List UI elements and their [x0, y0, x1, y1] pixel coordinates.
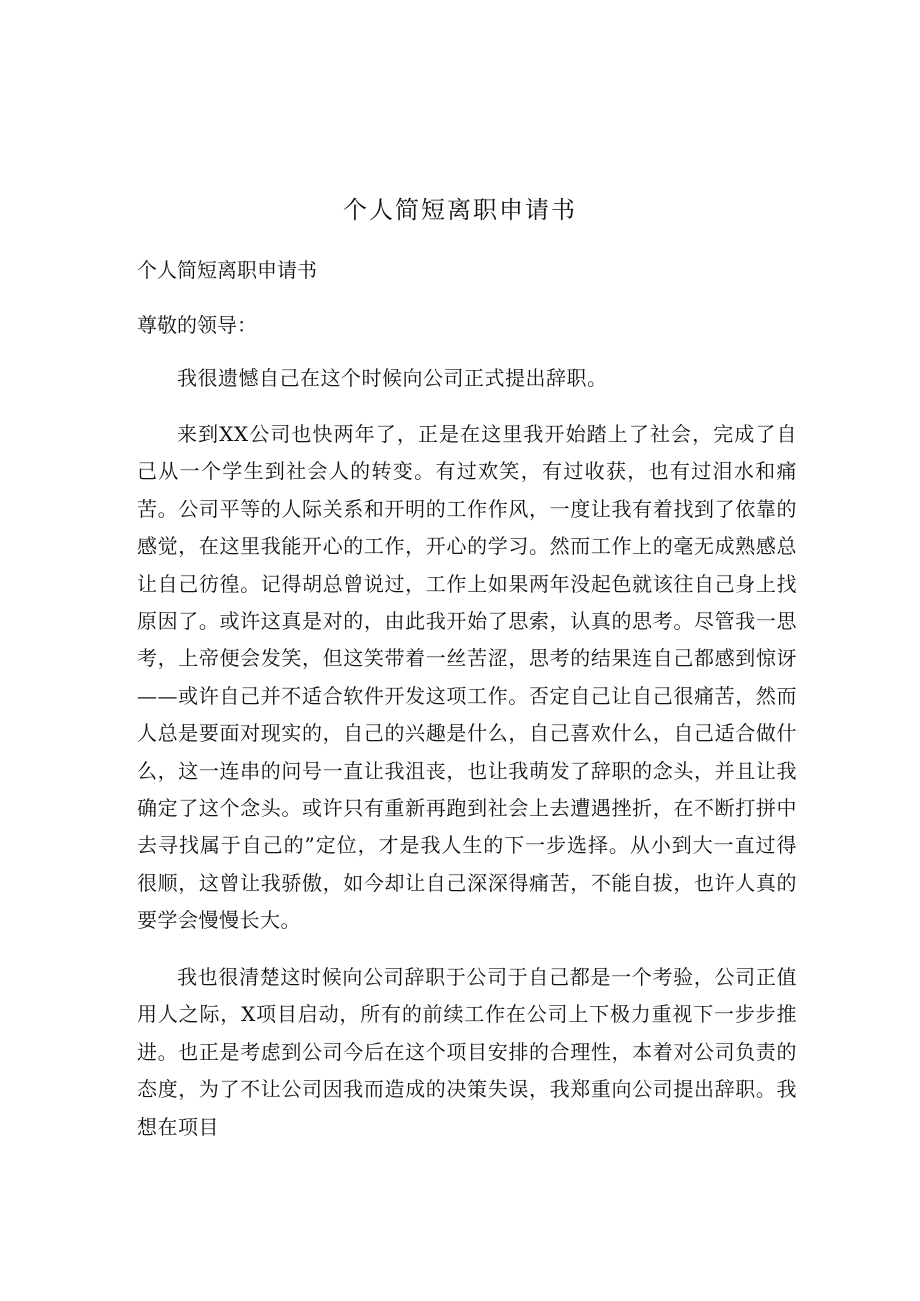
salutation: 尊敬的领导：	[137, 313, 257, 337]
paragraph-1: 我很遗憾自己在这个时候向公司正式提出辞职。	[177, 366, 608, 390]
paragraph-2: 来到XX公司也快两年了，正是在这里我开始踏上了社会，完成了自己从一个学生到社会人的转变。有过欢笑，有过收获，也有过泪水和痛苦。公司平等的人际关系和开明的工作作风，一度让我有着找到了依靠的感觉，在这里我能开心的工作，开心的学习。然而工作上的毫无成熟感总让自己彷徨。记得胡总曾说过，工作上如果两年没起色就该往自己身上找原因了。或许这真是对的，由此我开始了思索，认真的思考。尽管我一思考，上帝便会发笑，但这笑带着一丝苦涩，思考的结果连自己都感到惊讶——或许自己并不适合软件开发这项工作。否定自己让自己很痛苦，然而人总是要面对现实的，自己的兴趣是什么，自己喜欢什么，自己适合做什么，这一连串的问号一直让我沮丧，也让我萌发了辞职的念头，并且让我确定了这个念头。或许只有重新再跑到社会上去遭遇挫折，在不断打拼中去寻找属于自己的”定位，才是我人生的下一步选择。从小到大一直过得很顺，这曾让我骄傲，如今却让自己深深得痛苦，不能自拔，也许人真的要学会慢慢长大。	[137, 422, 797, 933]
paragraph-3: 我也很清楚这时候向公司辞职于公司于自己都是一个考验，公司正值用人之际，X项目启动，所有的前续工作在公司上下极力重视下一步步推进。也正是考虑到公司今后在这个项目安排的合理性，本着对公司负责的态度，为了不让公司因我而造成的决策失误，我郑重向公司提出辞职。我想在项目	[137, 965, 797, 1139]
document-title: 个人简短离职申请书	[343, 196, 577, 224]
document-subtitle: 个人简短离职申请书	[137, 258, 317, 282]
